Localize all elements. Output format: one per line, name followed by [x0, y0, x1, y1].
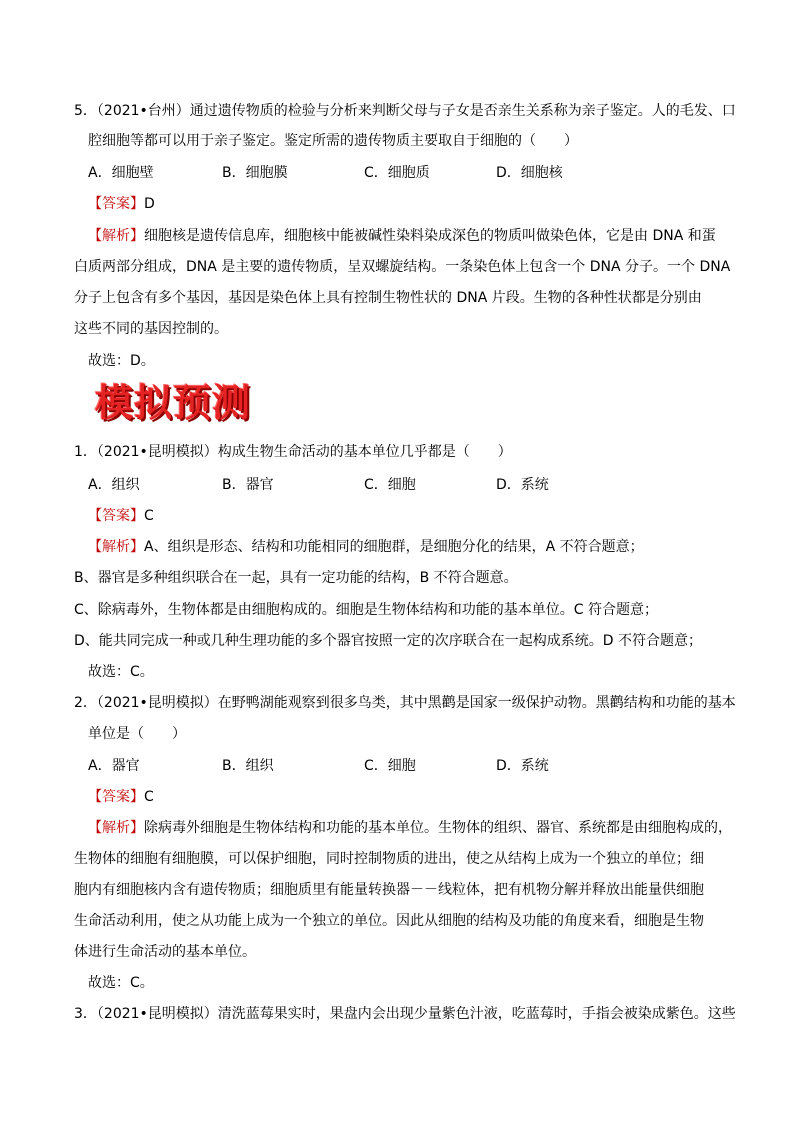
- section-title: 模拟预测: [95, 380, 252, 425]
- q1-option-d: D．系统: [496, 477, 549, 493]
- q5-option-d: D．细胞核: [496, 165, 563, 181]
- q2-option-c: C．细胞: [364, 758, 416, 774]
- analysis-text: A、组织是形态、结构和功能相同的细胞群，是细胞分化的结果，A 不符合题意；: [144, 539, 644, 555]
- answer-tag: 【答案】: [88, 789, 144, 805]
- q1-conclusion: 故选：C。: [88, 664, 154, 680]
- q5-conclusion: 故选：D。: [88, 353, 155, 369]
- q2-stem-line-2: 单位是（ ）: [88, 726, 186, 742]
- answer-tag: 【答案】: [88, 196, 144, 212]
- q5-analysis-line-2: 白质两部分组成，DNA 是主要的遗传物质，呈双螺旋结构。一条染色体上包含一个 DNA 分子。一个 DNA: [74, 259, 731, 275]
- q2-option-b: B．组织: [222, 758, 274, 774]
- q5-analysis-line-1: [88, 226, 716, 246]
- q5-analysis-line-3: 分子上包含有多个基因，基因是染色体上具有控制生物性状的 DNA 片段。生物的各种性状都是分别由: [74, 290, 702, 306]
- analysis-text: 细胞核是遗传信息库，细胞核中能被碱性染料染成深色的物质叫做染色体，它是由 DNA 和蛋: [144, 228, 716, 244]
- analysis-tag: 【解析】: [88, 820, 144, 836]
- q1-analysis-line-3: C、除病毒外，生物体都是由细胞构成的。细胞是生物体结构和功能的基本单位。C 符合题意；: [74, 602, 658, 618]
- q2-answer: [88, 787, 154, 807]
- q1-option-b: B．器官: [222, 477, 274, 493]
- answer-value: C: [144, 789, 154, 805]
- q5-stem-line-1: 5．（2021•台州）通过遗传物质的检验与分析来判断父母与子女是否亲生关系称为亲子鉴定。人的毛发、口: [74, 103, 736, 119]
- q1-analysis-line-1: [88, 537, 644, 557]
- q2-stem-line-1: 2．（2021•昆明模拟）在野鸭湖能观察到很多鸟类，其中黑鹳是国家一级保护动物。黑鹳结构和功能的基本: [74, 695, 736, 711]
- analysis-text: 除病毒外细胞是生物体结构和功能的基本单位。生物体的组织、器官、系统都是由细胞构成的，: [144, 820, 732, 836]
- q5-analysis-line-4: 这些不同的基因控制的。: [74, 321, 228, 337]
- q1-analysis-line-4: D、能共同完成一种或几种生理功能的多个器官按照一定的次序联合在一起构成系统。D 不符合题意；: [74, 633, 703, 649]
- q2-analysis-line-5: 体进行生命活动的基本单位。: [74, 944, 256, 960]
- q5-stem-line-2: 腔细胞等都可以用于亲子鉴定。鉴定所需的遗传物质主要取自于细胞的（ ）: [88, 133, 578, 149]
- answer-value: D: [144, 196, 155, 212]
- q2-analysis-line-3: 胞内有细胞核内含有遗传物质；细胞质里有能量转换器－－线粒体，把有机物分解并释放出能量供细胞: [74, 882, 704, 898]
- q1-option-c: C．细胞: [364, 477, 416, 493]
- q2-analysis-line-2: 生物体的细胞有细胞膜，可以保护细胞，同时控制物质的进出，使之从结构上成为一个独立的单位；细: [74, 851, 704, 867]
- q2-option-a: A．器官: [88, 758, 140, 774]
- q5-option-c: C．细胞质: [364, 165, 430, 181]
- q2-analysis-line-1: [88, 818, 732, 838]
- analysis-tag: 【解析】: [88, 539, 144, 555]
- q3-stem-line-1: 3．（2021•昆明模拟）清洗蓝莓果实时，果盘内会出现少量紫色汁液，吃蓝莓时，手指会被染成紫色。这些: [74, 1006, 736, 1022]
- analysis-tag: 【解析】: [88, 228, 144, 244]
- answer-value: C: [144, 508, 154, 524]
- answer-tag: 【答案】: [88, 508, 144, 524]
- q2-option-d: D．系统: [496, 758, 549, 774]
- q5-option-a: A．细胞壁: [88, 165, 154, 181]
- q5-option-b: B．细胞膜: [222, 165, 288, 181]
- q2-analysis-line-4: 生命活动利用，使之从功能上成为一个独立的单位。因此从细胞的结构及功能的角度来看，细胞是生物: [74, 913, 704, 929]
- q1-answer: [88, 506, 154, 526]
- q5-answer: [88, 194, 155, 214]
- q1-option-a: A．组织: [88, 477, 140, 493]
- q1-stem-line-1: 1．（2021•昆明模拟）构成生物生命活动的基本单位几乎都是（ ）: [74, 444, 512, 460]
- q1-analysis-line-2: B、器官是多种组织联合在一起，具有一定功能的结构，B 不符合题意。: [74, 570, 518, 586]
- q2-conclusion: 故选：C。: [88, 975, 154, 991]
